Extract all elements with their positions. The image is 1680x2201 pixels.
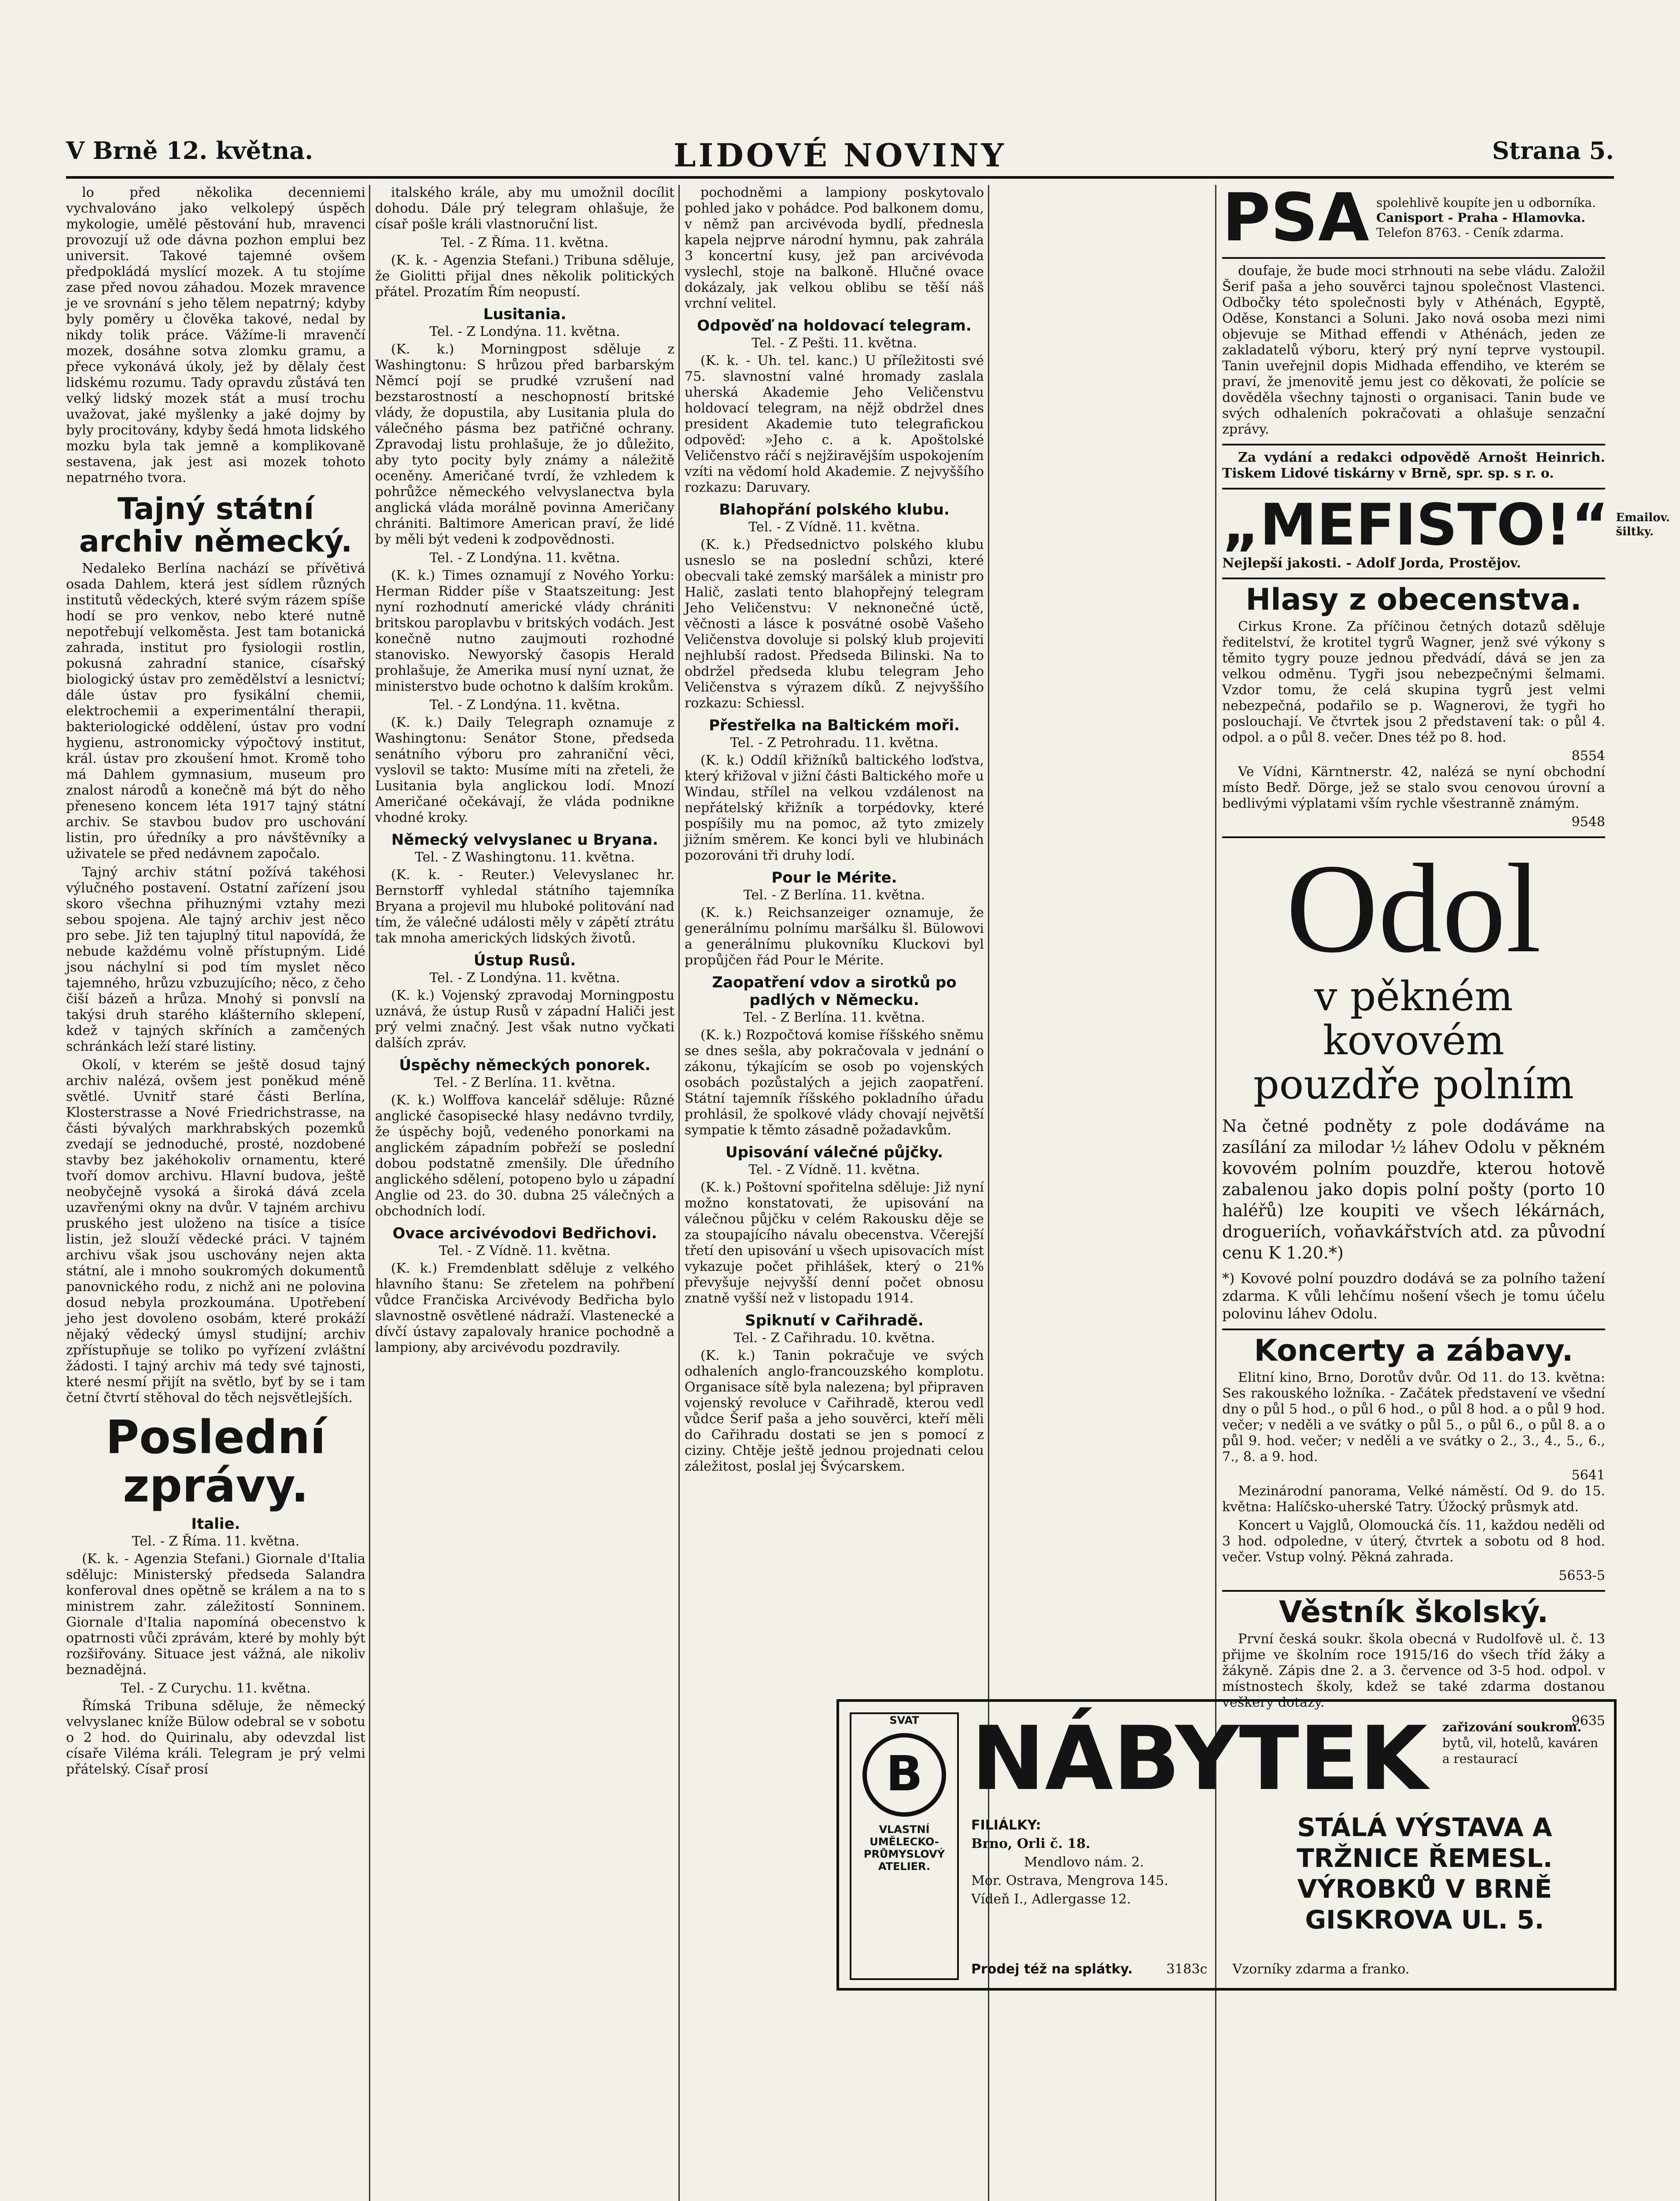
article-text: (K. k.) Rozpočtová komise říšského sněmu se dnes sešla, aby pokračovala v jednání o zákonu, týkajícím se osob po vojenských osobách pozůstalých a jejich zaopatření. Státní tajemník říšského pokladního úřadu prohlásil, že spolkové vlády chovají největší sympatie k těmto zásadně požadavkům.	[685, 1027, 984, 1138]
article-text: (K. k.) Daily Telegraph oznamuje z Washingtonu: Senátor Stone, předseda senátního výboru pro zahraniční věci, vyslovil se takto: Musíme míti na zřeteli, že Lusitania byla anglickou lodí. Mnozí Američané očekávají, že vláda podnikne vhodné kroky.	[375, 715, 674, 825]
dateline: Tel. - Z Berlína. 11. května.	[743, 1010, 925, 1025]
subheadline: Německý velvyslanec u Bryana.	[391, 831, 658, 849]
article-text: Mezinárodní panorama, Velké náměstí. Od 9. do 15. května: Halíčsko-uherské Tatry. Úžocký průsmyk atd.	[1222, 1483, 1605, 1515]
article-text: lo před několika decenniemi vychvalováno jako velkolepý úspěch mykologie, umělé pěstování hub, mravenci provozují už ode dávna pozhon emplui bez universit. Takové tajemné ovšem předpokládá myslící mozek. A tu stojíme zase před novou záhadou. Mozek mravence je ve srovnání s jeho tělem nepatrný; kdyby byly poměry u člověka takové, nedal by nikdy tolik práce. Vážíme-li mravenčí mozek, dosáhne sotva zlomku gramu, a přece vykonává úkoly, jež by dělaly čest lidskému rozumu. Tady opravdu zůstává ten velký lidský mozek stát a musí trochu uvažovat, jaké myšlenky a jaké dojmy by byly procitovány, kdyby šedá hmota lidského mozku byla tak jemně a komplikovaně sestavena, jak jest asi mozek tohoto nepatrného tvora.	[66, 185, 365, 486]
article-text: italského krále, aby mu umožnil docílit dohodu. Dále prý telegram ohlašuje, že císař pošle králi vlastnoruční list.	[375, 185, 674, 232]
article-text: Ve Vídni, Kärntnerstr. 42, nalézá se nyní obchodní místo Bedř. Dörge, jež se stalo svou cenovou úrovní a bedlivými výplatami vším rychle všestranně známým.	[1222, 764, 1605, 811]
dateline: Tel. - Z Cařihradu. 10. května.	[733, 1330, 935, 1346]
article-text: První česká soukr. škola obecná v Rudolfově ul. č. 13 přijme ve školním roce 1915/16 do všech tříd žáky a žákyně. Zápis dne 2. a 3. července od 3-5 hod. odpol. v místnostech školy, kdež se také zdarma dostanou veškery dotazy.	[1222, 1631, 1605, 1710]
article-text: (K. k.) Oddíl křižníků baltického loďstva, který křižoval v jižní části Baltického moře u Windau, střílel na velkou vzdálenost na nepřátelský křižník a torpédovky, které pospíšily mu na pomoc, až tyto zmizely jižním směrem. Ke konci byli ve hlubinách pozorováni tři druhy lodí.	[685, 753, 984, 863]
dateline: Tel. - Z Londýna. 11. května.	[429, 970, 620, 986]
article-text: (K. k.) Poštovní spořitelna sděluje: Již nyní možno konstatovati, že upisování na válečnou půjčku v celém Rakousku děje se za stoupajícího návalu obecenstva. Včerejší třetí den upisování u všech upisovacích míst vykazuje počet přihlášek, který o 21% převyšuje nejvyšší denní počet obnosu znatně vyšší než v listopadu 1914.	[685, 1180, 984, 1306]
subheadline: Italie.	[191, 1515, 240, 1533]
section-headline: Tajný státní archiv německý.	[79, 492, 353, 559]
article-text: (K. k. - Uh. tel. kanc.) U příležitosti své 75. slavnostní valné hromady zaslala uherská Akademie Jeho Veličenstvu holdovací telegram, na nějž obdržel dnes president Akademie tuto telegrafickou odpověď: »Jeho c. a k. Apoštolské Veličenstvo ráčí s nejžiravějším uspokojením vzíti na vědomí hold Akademie. Z nejvyššího rozkazu: Daruvary.	[685, 353, 984, 495]
article-text: Okolí, v kterém se ještě dosud tajný archiv nalézá, ovšem jest poněkud méně světlé. Uvnitř staré části Berlína, Klosterstrasse a Nové Friedrichstrasse, na části bývalých markhrabských pozemků zvedají se jednoduché, prosté, nozdobené stavby bez jakéhokoliv ornamentu, které tvoří domov archivu. Hlavní budova, ještě neobyčejně vysoká a široká dává zcela uzavřenými okny na dvůr. V tajném archivu pruského jest uloženo na tisíce a tisíce listin, jež slouží vědecké práci. V tajném archivu však jsou uschovány nejen akta státní, ale i mnoho soukromých dokumentů panovnického rodu, z nichž ani ne polovina dosud nebyla prozkoumána. Upotřebení jeho jest dovoleno osobám, které prokáží nějaký vědecký úmysl studijní; archiv zpřístupňuje se toliko po vyřízení zvláštní žádosti. I tajný archiv má tedy své tajnosti, které nesmí přijít na světlo, byť by se i tam četní čtvrtí stěhoval do těch nejsvětlejších.	[66, 1057, 365, 1406]
dateline: Tel. - Z Vídně. 11. května.	[439, 1243, 611, 1259]
dateline: Tel. - Z Curychu. 11. května.	[121, 1681, 311, 1696]
subheadline: Pour le Mérite.	[771, 869, 897, 887]
subheadline: Spiknutí v Cařihradě.	[745, 1312, 924, 1329]
article-text: Cirkus Krone. Za příčinou četných dotazů sděluje ředitelství, že krotitel tygrů Wagner, jenž své výkony s těmito tygry pouze jednou předvádí, dává se jen za velkou odměnu. Tygři jsou nebezpečnými šelmami. Vzdor tomu, že celá skupina tygrů jest velmi nebezpečná, podařilo se p. Wagnerovi, že tygři ho poslouchají. Ve čtvrtek jsou 2 představení tak: o půl 4. odpol. a o půl 8. večer. Dnes též po 8. hod.	[1222, 619, 1605, 745]
footer-number: 3183c	[1166, 1962, 1208, 1977]
dateline: Tel. - Z Londýna. 11. května.	[429, 697, 620, 713]
nabytek-footer	[971, 1962, 1588, 1977]
seal-letter: B	[886, 1745, 923, 1802]
article-text: (K. k. - Reuter.) Velevyslanec hr. Bernstorff vyhledal státního tajemníka Bryana a projevil mu hluboké politování nad tím, že válečné události měly v zápětí ztrátu tak mnoha amerických lidských životů.	[375, 867, 674, 946]
dateline: Tel. - Z Vídně. 11. května.	[748, 1162, 920, 1178]
filialky-head: FILIÁLKY:	[971, 1818, 1041, 1833]
psa-line: spolehlivě koupíte jen u odborníka.	[1376, 195, 1596, 210]
subheadline: Lusitania.	[483, 305, 567, 323]
address-line: Vídeň I., Adlergasse 12.	[971, 1892, 1131, 1907]
subheadline: Upisování válečné půjčky.	[726, 1144, 943, 1161]
odol-subtitle: pouzdře polním	[1253, 1061, 1574, 1108]
ad-number: 8554	[1571, 748, 1605, 764]
article-text: (K. k.) Morningpost sděluje z Washingtonu: S hrůzou před barbarským Němcí pojí se prudké vzrušení nad bezstarostností a neschopností britské vlády, že dopustila, aby Lusitania plula do válečného pásma bez patřičné ochrany. Zpravodaj listu prohlašuje, že jo důležito, aby tyto pocity byly známy a náležitě oceněny. Američané tvrdí, že vzhledem k pohrůžce německého velvyslanectva byla anglická vláda morálně povinna Američany chrániti. Baltimore American praví, že lidé by měli být vedeni k zodpovědnosti.	[375, 342, 674, 547]
footer-right: Vzorníky zdarma a franko.	[1232, 1962, 1410, 1977]
psa-ad	[1222, 180, 1605, 256]
psa-line: Canisport - Praha - Hlamovka.	[1376, 210, 1585, 225]
page-number: Strana 5.	[1492, 136, 1614, 165]
side-text: bytů, vil, hotelů, kaváren a restaurací	[1442, 1736, 1599, 1766]
seal-caption: VLASTNÍ UMĚLECKO-PRŮMYSLOVÝ ATELIER.	[863, 1823, 945, 1873]
odol-body: Na četné podněty z pole dodáváme na zasílání za milodar ½ láhev Odolu v pěkném kovovém polním pouzdře, kterou hotově zabalenou jako dopis polní pošty (porto 10 haléřů) lze koupiti ve všech lékárnách, drogueriích, voňavkářstvích atd. za původní cenu K 1.20.*)	[1222, 1116, 1605, 1262]
subheadline: Úspěchy německých ponorek.	[399, 1056, 651, 1074]
article-text: Koncert u Vajglů, Olomoucká čís. 11, každou neděli od 3 hod. odpoledne, v úterý, čtvrtek a sobotu od 8 hod. večer. Vstup volný. Pěkná zahrada.	[1222, 1518, 1605, 1565]
footer-left: Prodej též na splátky.	[971, 1962, 1133, 1977]
section-headline: Koncerty a zábavy.	[1222, 1329, 1605, 1367]
dateline: Tel. - Z Washingtonu. 11. května.	[415, 850, 635, 865]
nabytek-ad	[836, 1699, 1617, 1991]
odol-ad	[1222, 836, 1605, 1322]
svat-seal	[850, 1712, 959, 1980]
article-text: Elitní kino, Brno, Dorotův dvůr. Od 11. do 13. května: Ses rakouského ložníka. - Začátek představení ve všední dny o půl 5 hod., o půl 6 hod., o půl 8 hod. a o půl 9 hod. večer; v neděli a ve svátky o půl 5., o půl 6., o půl 8. a o půl 9. hod. večer; v neděli a ve svátky o 2., 3., 4., 5., 6., 7., 8. a 9. hod.	[1222, 1370, 1605, 1465]
dateline: Tel. - Z Berlína. 11. května.	[743, 887, 925, 903]
article-text: (K. k.) Předsednictvo polského klubu usneslo se na poslední schůzi, které obecvali také zemský maršálek a ministr pro Halič, zaslati tento blahopřejný telegram Jeho Veličenstvu: V neknonečné úctě, věčnosti a lásce k posvátné osobě Vašeho Veličenstva dovoluje si polský klub projeviti nejhlubší radost. Předseda Bilinski. Na to obdržel předseda klubu telegram Jeho Veličenstva s výrazem díků. Z nejvyššího rozkazu: Schiessl.	[685, 537, 984, 711]
subheadline: Odpověď na holdovací telegram.	[697, 317, 972, 335]
article-text: (K. k. - Agenzia Stefani.) Tribuna sděluje, že Giolitti přijal dnes několik politických přátel. Prozatím Řím neopustí.	[375, 253, 674, 300]
address-line: Mor. Ostrava, Mengrova 145.	[971, 1873, 1168, 1888]
subheadline: Blahopřání polského klubu.	[719, 501, 950, 519]
exhibition-text: STÁLÁ VÝSTAVA A TRŽNICE ŘEMESL. VÝROBKŮ V BRNĚ GISKROVA UL. 5.	[1297, 1812, 1553, 1935]
article-text: Nedaleko Berlína nachází se přívětivá osada Dahlem, která jest sídlem různých institutů vědeckých, které svým rázem spíše hodí se pro venkov, nebo které nutně nepotřebují velkoměsta. Jest tam botanická zahrada, institut pro fysiologii rostlin, pokusná zahradní stanice, císařský biologický ústav pro zemědělství a lesnictví; dále ústav pro fysikální chemii, elektrochemii a experimentální therapii, bakteriologické oddělení, ústav pro vodní hygienu, astronomicky výpočtový institut, král. ústav pro zkoušení hmot. Kromě toho má Dahlem gymnasium, museum pro znalost národů a konečně má být do něho přeneseno koncem léta 1917 tajný státní archiv. Se stavbou budov pro uschování listin, pro úředníky a pro návštěvníky a uživatele se před nedávnem započalo.	[66, 561, 365, 861]
odol-subtitle: v pěkném kovovém	[1314, 973, 1513, 1064]
dateline: Tel. - Z Pešti. 11. května.	[752, 335, 917, 351]
column-1	[66, 185, 365, 2201]
filialky	[971, 1816, 1244, 1909]
section-headline: Hlasy z obecenstva.	[1222, 578, 1605, 616]
article-text: Římská Tribuna sděluje, že německý velvyslanec kníže Bülow odebral se v sobotu o 2 hod. do Quirinalu, aby odevzdal list císaře Viléma králi. Telegram je prý velmi přátelský. Císař prosí	[66, 1698, 365, 1777]
article-text: (K. k.) Reichsanzeiger oznamuje, že generálnímu polnímu maršálku šl. Bülowovi a generálnímu plukovníku Kluckovi byl propůjčen řád Pour le Mérite.	[685, 905, 984, 968]
dateline: Tel. - Z Vídně. 11. května.	[748, 519, 920, 535]
mefisto-address: Nejlepší jakosti. - Adolf Jorda, Prostějov.	[1222, 556, 1521, 571]
article-text: (K. k.) Vojenský zpravodaj Morningpostu uznává, že ústup Rusů v západní Haliči jest prý velmi značný. Jest však nutno vyčkati dalších zpráv.	[375, 988, 674, 1051]
article-text: doufaje, že bude moci strhnouti na sebe vládu. Založil Šerif paša a jeho souvěrci tajnou společnost Vlastenci. Odbočky této společnosti byly v Athénách, Egyptě, Oděse, Konstanci a Soluni. Jako nová osoba mezi nimi objevuje se Mithad effendi v Athénách, jeden ze zakladatelů výboru, který prý nyní teprve vystoupil. Tanin uveřejnil dopis Midhada effendiho, ve kterém se praví, že jmenovitě jemu jest co děkovati, že polície se dověděla všechny tajnosti o organisaci. Tanin bude ve svých odhaleních pokračovati a ohlašuje senzační zprávy.	[1222, 257, 1605, 438]
ad-number: 5653-5	[1558, 1568, 1605, 1583]
odol-note: *) Kovové polní pouzdro dodává se za polního tažení zdarma. K vůli lehčímu nošení všech je tomu účelu polovinu láhev Odolu.	[1222, 1270, 1605, 1322]
seal-emblem-icon	[860, 1731, 948, 1819]
odol-title: Odol	[1286, 838, 1541, 979]
side-text: zařizování soukrom.	[1442, 1720, 1582, 1734]
seal-top: SVAT	[889, 1714, 919, 1726]
imprint: Za vydání a redakci odpovědě Arnošt Heinrich. Tiskem Lidové tiskárny v Brně, spr. sp. s r. o.	[1222, 444, 1605, 482]
ad-number: 5641	[1571, 1468, 1605, 1483]
mefisto-ad	[1222, 488, 1670, 571]
subheadline: Ovace arcivévodovi Bedřichovi.	[392, 1225, 657, 1242]
column-divider	[369, 185, 370, 2201]
masthead	[66, 132, 1614, 179]
subheadline: Zaopatření vdov a sirotků po padlých v Německu.	[712, 974, 957, 1009]
article-text: (K. k.) Wolffova kancelář sděluje: Různé anglické časopisecké hlasy nedávno tvrdily, že úspěchy bojů, vedeného ponorkami na anglickém západním pobřeží se poslední dobou podstatně zmenšily. Dle úředního anglického sdělení, potopeno bylo u západní Anglie od 23. do 30. dubna 25 válečných a obchodních lodí.	[375, 1093, 674, 1219]
psa-logo: PSA	[1222, 180, 1370, 256]
article-text: Tajný archiv státní požívá takéhosi výlučného postavení. Ostatní zařízení jsou skoro všechna přihuznými vztahy mezi sebou spojena. Ale tajný archiv jest něco pro sebe. Již ten tajuplný titul napovídá, že nebude každému volně přístupným. Lidé jsou náchylní si pod tím myslet něco tajemného, hrůzu vzbuzujícího; něco, z čeho čiší bázeň a hrůza. Mnohý si ponvslí na takýsi druh starého klášterního sklepení, kdež v tajných skříních a zamčených schránkách leží staré listiny.	[66, 865, 365, 1054]
nabytek-title: NÁBYTEK	[971, 1708, 1428, 1810]
article-text: pochodněmi a lampiony poskytovalo pohled jako v pohádce. Pod balkonem domu, v němž pan arcivévoda bydlí, přednesla kapela nejprve národní hymnu, pak zahrála 3 koncertní kusy, jež pan arcivévoda vyslechl, stoje na balkoně. Hlučné ovace dokázaly, jak velkou oblibu se těší náš vrchní velitel.	[685, 185, 984, 311]
subheadline: Přestřelka na Baltickém moři.	[709, 717, 960, 734]
psa-line: Telefon 8763. - Ceník zdarma.	[1376, 225, 1564, 240]
subheadline: Ústup Rusů.	[473, 952, 576, 969]
dateline: Tel. - Z Petrohradu. 11. května.	[730, 735, 939, 751]
mefisto-title: „MEFISTO!“	[1222, 491, 1609, 558]
newspaper-title: LIDOVÉ NOVINY	[673, 136, 1007, 174]
dateline: Tel. - Z Říma. 11. května.	[132, 1534, 300, 1549]
column-2	[375, 185, 674, 2201]
dateline: Tel. - Z Berlína. 11. května.	[434, 1075, 616, 1090]
section-headline: Věstník školský.	[1222, 1590, 1605, 1629]
ad-number: 9635	[1571, 1713, 1605, 1729]
ad-number: 9548	[1571, 814, 1605, 830]
article-text: (K. k.) Times oznamují z Nového Yorku: Herman Ridder píše v Staatszeitung: Jest nyní rozhodnutí americké vlády chrániti britskou paroplavbu v britských vodách. Jest konečně nutno zaujmouti rozhodné stanovisko. Newyorský časopis Herald prohlašuje, že Amerika musí nyní uznat, že ministerstvo bude ochotno k dalším krokům.	[375, 568, 674, 694]
dateline: Tel. - Z Londýna. 11. května.	[429, 550, 620, 566]
section-headline: Poslední zprávy.	[106, 1410, 326, 1513]
column-divider	[678, 185, 680, 2201]
nabytek-side	[1442, 1719, 1601, 1767]
dateline: Tel. - Z Londýna. 11. května.	[429, 324, 620, 339]
article-text: (K. k.) Fremdenblatt sděluje z velkého hlavního štanu: Se zřetelem na pohřbení vůdce Frančiska Arcivévody Bedřicha bylo slavnostně osvětlené nádraží. Vlastenecké a dívčí ústavy zapalovaly hranice pochodně a lampiony, aby arcivévodu pozdravily.	[375, 1261, 674, 1355]
dateline: Tel. - Z Říma. 11. května.	[441, 235, 609, 250]
place-date: V Brně 12. května.	[66, 136, 313, 165]
address-line: Brno, Orli č. 18.	[971, 1836, 1091, 1851]
article-text: (K. k.) Tanin pokračuje ve svých odhaleních anglo-francouzského komplotu. Organisace sítě byla nalezena; byl připraven vojenský revoluce v Cařihradě, kterou vedl vůdce Šerif paša a jeho souvěrci, kteří měli do Cařihradu dostati se jen s pomocí z ciziny. Chtěje ještě jednou projednati celou záležitost, poslal jej Švýcarskem.	[685, 1348, 984, 1474]
address-line: Mendlovo nám. 2.	[1024, 1855, 1144, 1870]
article-text: (K. k. - Agenzia Stefani.) Giornale d'Italia sdělujc: Ministerský předseda Salandra konferoval dnes opětně se králem a na to s ministrem zahr. záležitostí Sonninem. Giornale d'Italia napomíná obecenstvo k opatrnosti vůči zprávám, které by mohly být rozšiřovány. Situace jest vážná, ale nikoliv beznadějná.	[66, 1551, 365, 1678]
mefisto-side: Emailov. šiltky.	[1616, 511, 1670, 538]
